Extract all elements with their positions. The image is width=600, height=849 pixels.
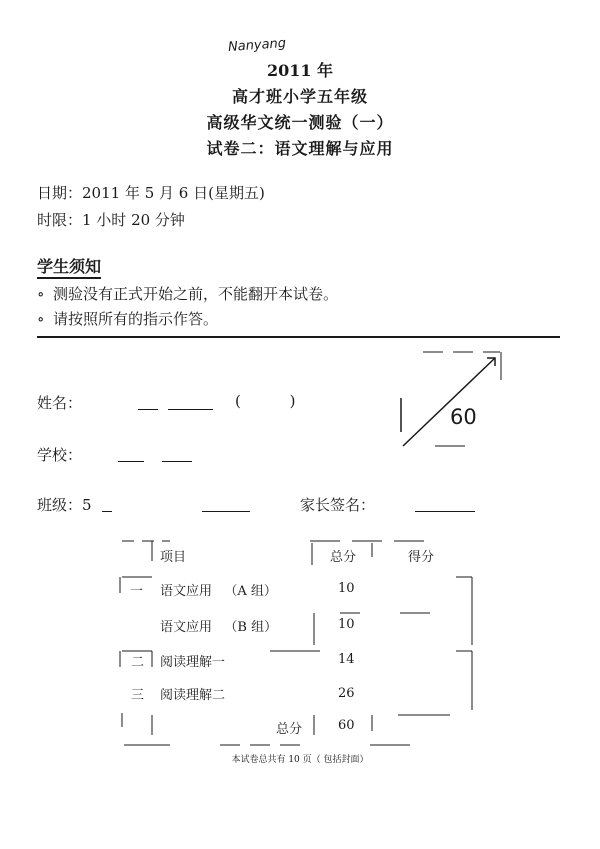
- row-number: 三: [131, 688, 145, 703]
- sum-label: 总分: [276, 722, 303, 737]
- parent-signature-label: 家长签名：: [300, 496, 376, 514]
- notice-item: ∘ 测验没有正式开始之前，不能翻开本试卷。: [37, 285, 339, 303]
- class-label: 班级：5: [37, 496, 92, 514]
- row-item: 阅读理解一: [160, 655, 226, 670]
- score-total: 60: [450, 405, 477, 429]
- school-blank[interactable]: [162, 461, 192, 462]
- table-header-score: 得分: [408, 550, 435, 565]
- name-blank[interactable]: [168, 409, 213, 410]
- row-total: 10: [338, 617, 355, 632]
- notice-title: 学生须知: [37, 254, 101, 277]
- exam-time-limit: 时限：1 小时 20 分钟: [37, 211, 185, 229]
- handwritten-name: Nanyang: [227, 35, 287, 56]
- row-total: 10: [338, 581, 355, 596]
- class-blank[interactable]: [102, 511, 112, 512]
- table-header-total: 总分: [330, 550, 357, 565]
- exam-date: 日期：2011 年 5 月 6 日(星期五): [37, 184, 265, 202]
- parent-signature-blank[interactable]: [415, 511, 475, 512]
- class-blank[interactable]: [202, 511, 250, 512]
- row-number: 一: [130, 584, 144, 599]
- sum-total: 60: [338, 718, 355, 733]
- row-item: 阅读理解二: [160, 688, 226, 703]
- notice-item: ∘ 请按照所有的指示作答。: [37, 310, 219, 328]
- bullet-icon: ∘: [37, 285, 45, 303]
- row-total: 14: [338, 652, 355, 667]
- divider: [37, 336, 560, 338]
- name-label: 姓名：: [37, 394, 83, 412]
- row-number: 二: [131, 655, 145, 670]
- footer-page-count: 本试卷总共有 10 页（ 包括封面）: [231, 755, 369, 765]
- row-total: 26: [338, 686, 355, 701]
- header-exam: 高级华文统一测验（一）: [206, 113, 394, 132]
- header-year: 2011 年: [266, 61, 334, 80]
- header-school: 高才班小学五年级: [231, 87, 368, 106]
- row-item: 语文应用 （A 组）: [160, 584, 277, 599]
- school-label: 学校：: [37, 446, 83, 464]
- header-paper: 试卷二：语文理解与应用: [206, 139, 394, 158]
- table-header-item: 项目: [160, 550, 187, 565]
- score-box: [395, 350, 505, 450]
- name-paren: ( ): [235, 392, 318, 410]
- school-blank[interactable]: [118, 461, 144, 462]
- bullet-icon: ∘: [37, 310, 45, 328]
- name-blank[interactable]: [138, 409, 158, 410]
- row-item: 语文应用 （B 组）: [160, 620, 278, 635]
